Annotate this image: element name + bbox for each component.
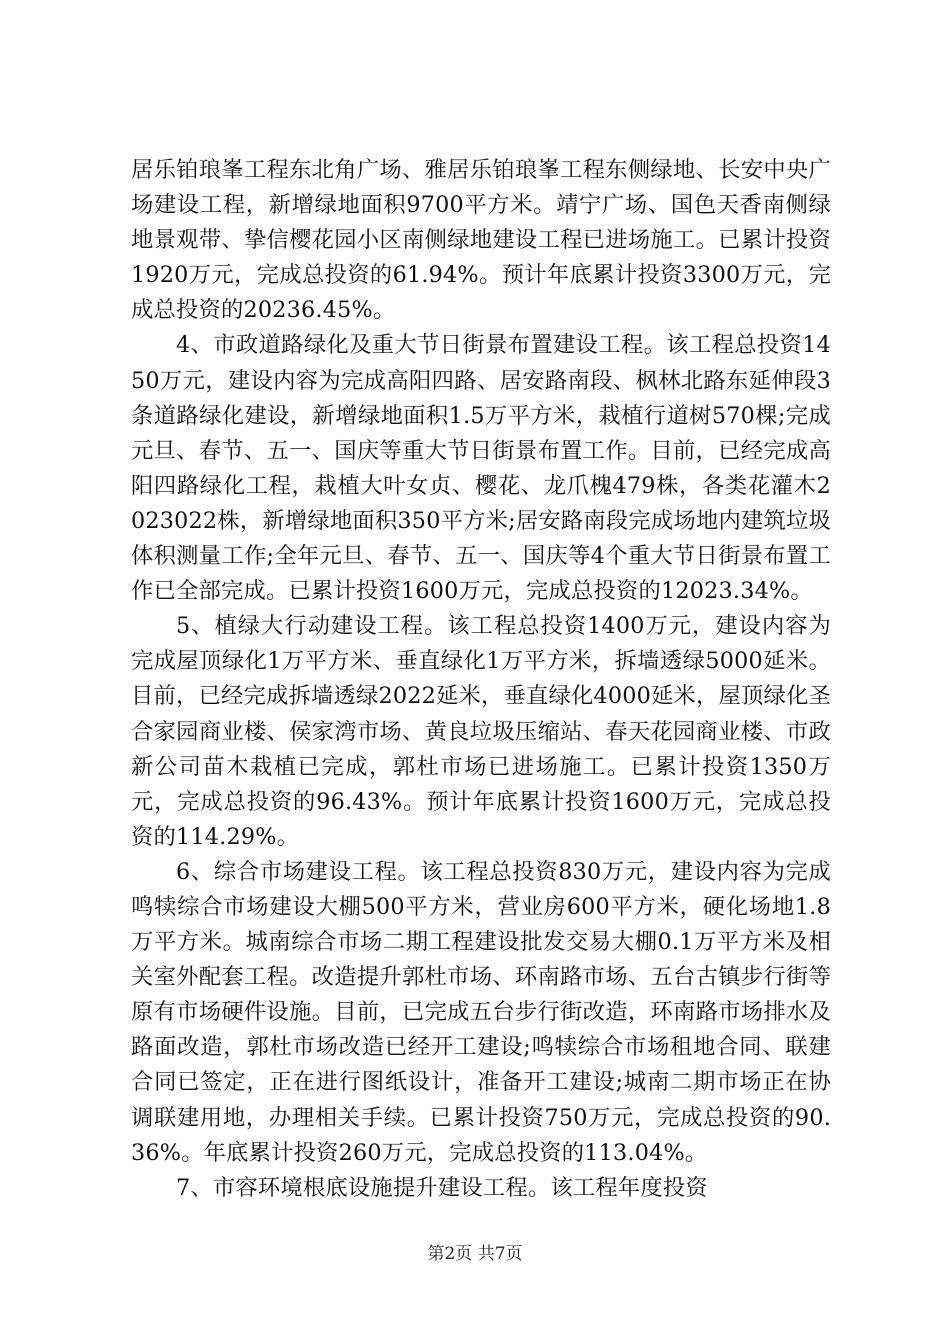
page-footer: 第2页 共7页	[427, 1244, 523, 1264]
paragraph-item-4: 4、市政道路绿化及重大节日街景布置建设工程。该工程总投资1450万元，建设内容为完成高阳四路、居安路南段、枫林北路东延伸段3条道路绿化建设，新增绿地面积1.5万平方米，栽植行道树570棵;完成元旦、春节、五一、国庆等重大节日街景布置工作。目前，已经完成高阳四路绿化工程，栽植大叶女贞、樱花、龙爪槐479株，各类花灌木2023022株，新增绿地面积350平方米;居安路南段完成场地内建筑垃圾体积测量工作;全年元旦、春节、五一、国庆等4个重大节日街景布置工作已全部完成。已累计投资1600万元，完成总投资的12023.34%。	[131, 332, 831, 605]
paragraph-continuation: 居乐铂琅峯工程东北角广场、雅居乐铂琅峯工程东侧绿地、长安中央广场建设工程，新增绿地面积9700平方米。靖宁广场、国色天香南侧绿地景观带、挚信樱花园小区南侧绿地建设工程已进场施工。已累计投资1920万元，完成总投资的61.94%。预计年底累计投资3300万元，完成总投资的20236.45%。	[131, 157, 831, 324]
paragraph-item-6: 6、综合市场建设工程。该工程总投资830万元，建设内容为完成鸣犊综合市场建设大棚500平方米，营业房600平方米，硬化场地1.8万平方米。城南综合市场二期工程建设批发交易大棚0.1万平方米及相关室外配套工程。改造提升郭杜市场、环南路市场、五台古镇步行街等原有市场硬件设施。目前，已完成五台步行街改造，环南路市场排水及路面改造，郭杜市场改造已经开工建设;鸣犊综合市场租地合同、联建合同已签定，正在进行图纸设计，准备开工建设;城南二期市场正在协调联建用地，办理相关手续。已累计投资750万元，完成总投资的90.36%。年底累计投资260万元，完成总投资的113.04%。	[131, 858, 831, 1166]
paragraph-item-5: 5、植绿大行动建设工程。该工程总投资1400万元，建设内容为完成屋顶绿化1万平方米、垂直绿化1万平方米，拆墙透绿5000延米。目前，已经完成拆墙透绿2022延米，垂直绿化4000延米，屋顶绿化圣合家园商业楼、侯家湾市场、黄良垃圾压缩站、春天花园商业楼、市政新公司苗木栽植已完成，郭杜市场已进场施工。已累计投资1350万元，完成总投资的96.43%。预计年底累计投资1600万元，完成总投资的114.29%。	[131, 613, 832, 850]
paragraph-item-7: 7、市容环境根底设施提升建设工程。该工程年度投资	[176, 1174, 708, 1201]
document-body	[131, 153, 831, 1206]
